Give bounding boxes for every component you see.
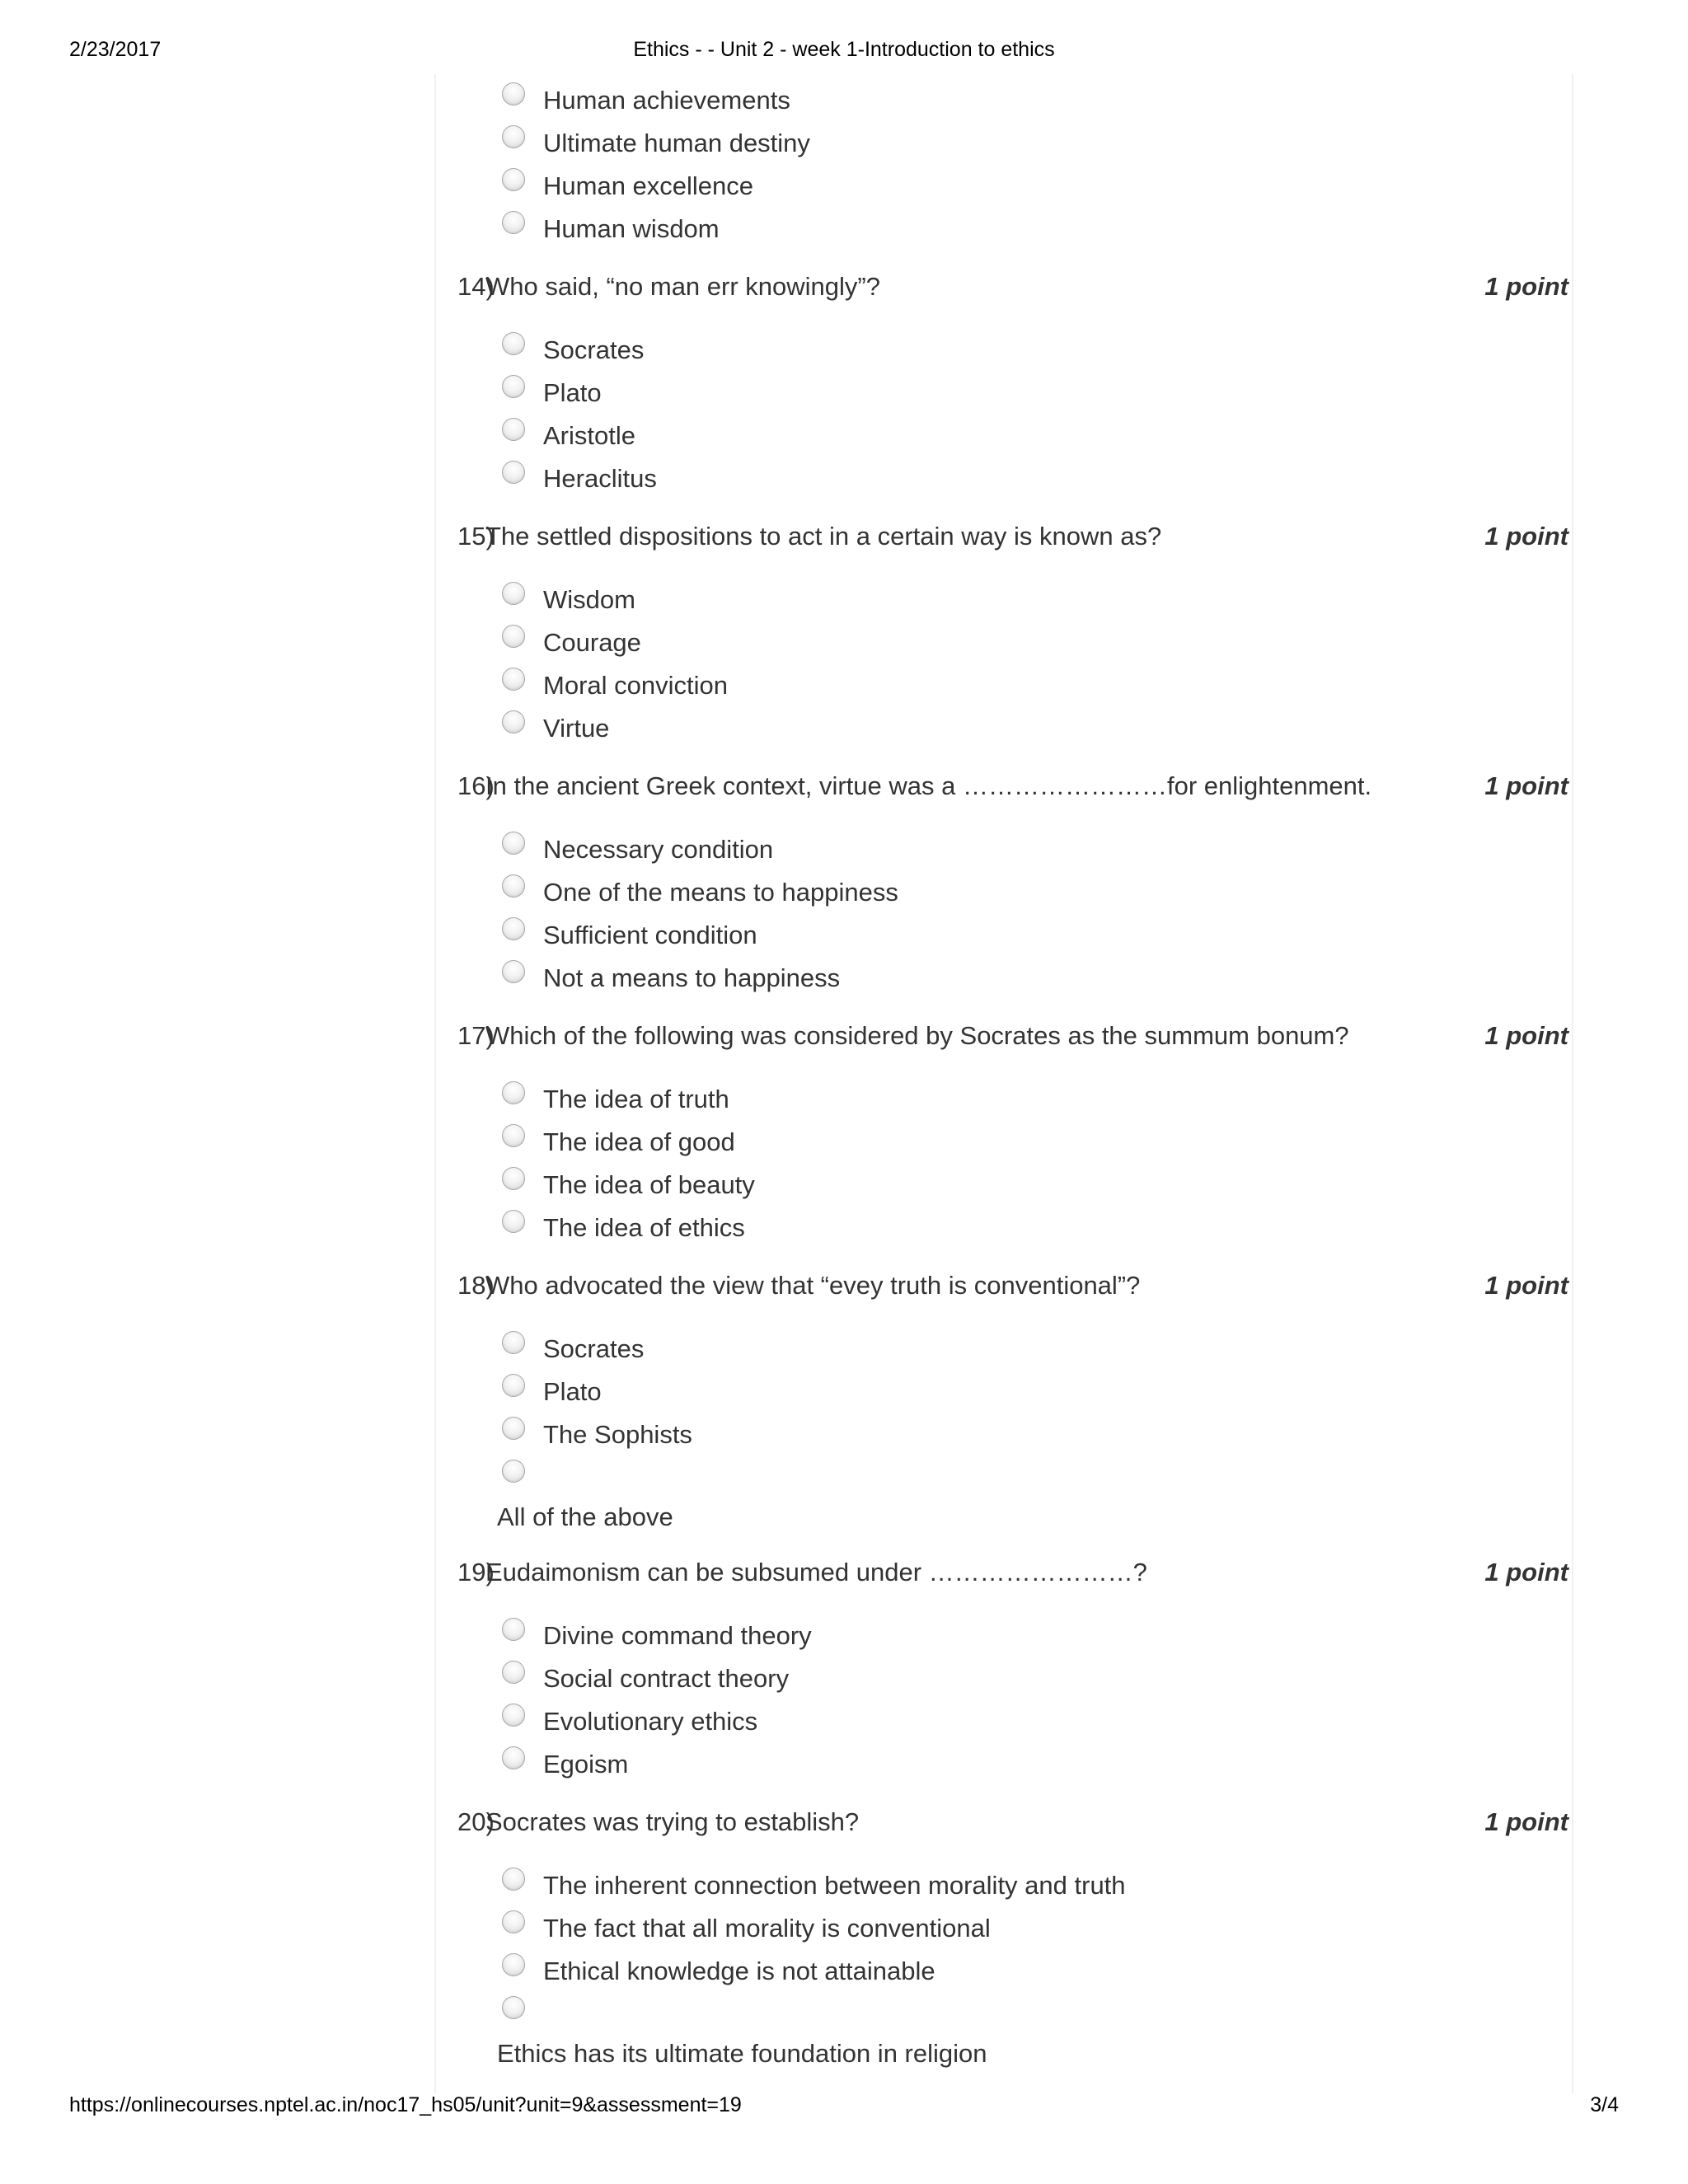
- radio-button[interactable]: [502, 82, 525, 105]
- option-label: Necessary condition: [543, 835, 774, 864]
- assessment-content: [434, 74, 1573, 2093]
- option-label: The idea of beauty: [543, 1170, 755, 1199]
- radio-button[interactable]: [502, 125, 525, 148]
- radio-button[interactable]: [502, 1210, 525, 1233]
- answer-option[interactable]: [502, 1746, 1491, 1786]
- radio-button[interactable]: [502, 1167, 525, 1190]
- answer-option[interactable]: [502, 960, 1491, 1000]
- question-header: [436, 1807, 1572, 1857]
- radio-button[interactable]: [502, 1910, 525, 1933]
- answer-option[interactable]: [502, 332, 1491, 372]
- print-footer: [0, 2093, 1688, 2126]
- option-label: Ethics has its ultimate foundation in religion: [497, 2039, 987, 2068]
- option-label: The Sophists: [543, 1420, 692, 1449]
- question-text: Socrates was trying to establish?: [485, 1807, 860, 1836]
- option-label: Human achievements: [543, 86, 790, 115]
- page-number: 3/4: [1590, 2093, 1619, 2116]
- question-header: [436, 771, 1572, 821]
- answer-option[interactable]: [502, 1417, 1491, 1456]
- question-17: [436, 1021, 1572, 1242]
- radio-button[interactable]: [502, 1746, 525, 1769]
- radio-button[interactable]: [502, 625, 525, 648]
- radio-button[interactable]: [502, 1868, 525, 1891]
- question-number: 16): [457, 771, 495, 800]
- option-label: The inherent connection between morality and truth: [543, 1871, 1126, 1900]
- question-header: [436, 1558, 1572, 1607]
- radio-button[interactable]: [502, 832, 525, 855]
- question-points: 1 point: [1484, 1271, 1568, 1300]
- option-label: Moral conviction: [543, 671, 728, 700]
- answer-option[interactable]: [502, 1374, 1491, 1413]
- option-label: Human excellence: [543, 171, 754, 200]
- option-label: Not a means to happiness: [543, 963, 841, 992]
- radio-button[interactable]: [502, 1374, 525, 1397]
- radio-button[interactable]: [502, 1331, 525, 1354]
- answer-option[interactable]: [502, 1868, 1491, 1907]
- question-header: [436, 272, 1572, 321]
- option-label: Ethical knowledge is not attainable: [543, 1957, 935, 1985]
- radio-button[interactable]: [502, 1124, 525, 1147]
- page-url: https://onlinecourses.nptel.ac.in/noc17_hs05/unit?unit=9&assessment=19: [69, 2093, 742, 2116]
- question-header: [436, 1271, 1572, 1320]
- option-label: Divine command theory: [543, 1621, 812, 1650]
- question-points: 1 point: [1484, 1021, 1568, 1050]
- question-text: Eudaimonism can be subsumed under ……………………?: [485, 1558, 1147, 1586]
- answer-option[interactable]: [502, 668, 1491, 707]
- answer-option[interactable]: [502, 1210, 1491, 1249]
- answer-option[interactable]: [502, 1167, 1491, 1207]
- question-points: 1 point: [1484, 771, 1568, 800]
- answer-option[interactable]: [502, 1618, 1491, 1657]
- option-label: Ultimate human destiny: [543, 129, 810, 157]
- radio-button[interactable]: [502, 1460, 525, 1483]
- answer-option[interactable]: [502, 710, 1491, 750]
- answer-option[interactable]: [502, 625, 1491, 664]
- option-label: One of the means to happiness: [543, 878, 898, 907]
- radio-button[interactable]: [502, 375, 525, 398]
- answer-option[interactable]: [502, 375, 1491, 415]
- answer-option[interactable]: [502, 1331, 1491, 1371]
- print-header: [0, 38, 1688, 71]
- option-label: Virtue: [543, 714, 610, 743]
- answer-option[interactable]: [502, 832, 1491, 871]
- answer-option[interactable]: [502, 1910, 1491, 1950]
- answer-option[interactable]: [502, 82, 1491, 122]
- option-label: The fact that all morality is conventional: [543, 1914, 991, 1943]
- question-text: Which of the following was considered by Socrates as the summum bonum?: [485, 1021, 1349, 1050]
- radio-button[interactable]: [502, 710, 525, 733]
- option-label: Socrates: [543, 1334, 645, 1363]
- question-header: [436, 522, 1572, 571]
- radio-button[interactable]: [502, 332, 525, 355]
- answer-option[interactable]: [502, 874, 1491, 914]
- question-text: Who said, “no man err knowingly”?: [485, 272, 880, 301]
- question-text: The settled dispositions to act in a certain way is known as?: [485, 522, 1162, 551]
- answer-option[interactable]: [502, 125, 1491, 165]
- radio-button[interactable]: [502, 1081, 525, 1104]
- answer-option[interactable]: [502, 418, 1491, 457]
- question-14: [436, 272, 1572, 493]
- answer-option[interactable]: [502, 582, 1491, 621]
- option-label: Plato: [543, 1377, 602, 1406]
- option-label: The idea of truth: [543, 1085, 729, 1113]
- radio-button[interactable]: [502, 168, 525, 191]
- radio-button[interactable]: [502, 1704, 525, 1727]
- answer-option[interactable]: [502, 1661, 1491, 1700]
- question-text: In the ancient Greek context, virtue was a ……………………for enlightenment.: [485, 771, 1372, 800]
- question-points: 1 point: [1484, 522, 1568, 551]
- option-label: Human wisdom: [543, 214, 720, 243]
- answer-option[interactable]: [502, 168, 1491, 208]
- radio-button[interactable]: [502, 211, 525, 234]
- option-label: Plato: [543, 378, 602, 407]
- question-points: 1 point: [1484, 272, 1568, 301]
- question-header: [436, 1021, 1572, 1071]
- answer-option[interactable]: [502, 1081, 1491, 1121]
- question-number: 17): [457, 1021, 495, 1050]
- radio-button[interactable]: [502, 668, 525, 691]
- option-label: Social contract theory: [543, 1664, 790, 1693]
- answer-option[interactable]: [502, 1704, 1491, 1743]
- option-label: Heraclitus: [543, 464, 657, 493]
- question-number: 15): [457, 522, 495, 551]
- option-label: Courage: [543, 628, 641, 657]
- radio-button[interactable]: [502, 582, 525, 605]
- question-15: [436, 522, 1572, 743]
- question-number: 14): [457, 272, 495, 301]
- question-20: [436, 1807, 1572, 2068]
- answer-option[interactable]: [502, 917, 1491, 957]
- print-date: 2/23/2017: [69, 38, 162, 61]
- answer-option[interactable]: [502, 1124, 1491, 1164]
- radio-button[interactable]: [502, 461, 525, 484]
- question-number: 20): [457, 1807, 495, 1836]
- question-18: [436, 1271, 1572, 1531]
- radio-button[interactable]: [502, 1953, 525, 1976]
- radio-button[interactable]: [502, 1996, 525, 2019]
- option-label: Egoism: [543, 1750, 629, 1779]
- question-text: Who advocated the view that “evey truth is conventional”?: [485, 1271, 1141, 1300]
- radio-button[interactable]: [502, 1417, 525, 1440]
- option-label: Aristotle: [543, 421, 635, 450]
- question-points: 1 point: [1484, 1807, 1568, 1836]
- option-label: Wisdom: [543, 585, 635, 614]
- answer-option[interactable]: [502, 211, 1491, 251]
- answer-option[interactable]: [502, 1953, 1491, 1993]
- option-label: The idea of good: [543, 1127, 735, 1156]
- print-title: Ethics - - Unit 2 - week 1-Introduction to ethics: [633, 38, 1055, 61]
- option-label: Sufficient condition: [543, 921, 757, 949]
- radio-button[interactable]: [502, 418, 525, 441]
- question-number: 19): [457, 1558, 495, 1586]
- option-label: Socrates: [543, 335, 645, 364]
- answer-option[interactable]: [497, 1460, 1491, 1542]
- radio-button[interactable]: [502, 917, 525, 940]
- radio-button[interactable]: [502, 1618, 525, 1641]
- option-label: The idea of ethics: [543, 1213, 745, 1242]
- answer-option[interactable]: [502, 461, 1491, 500]
- question-19: [436, 1558, 1572, 1779]
- question-points: 1 point: [1484, 1558, 1568, 1586]
- question-16: [436, 771, 1572, 992]
- option-label: Evolutionary ethics: [543, 1707, 758, 1736]
- radio-button[interactable]: [502, 874, 525, 898]
- option-label: All of the above: [497, 1502, 673, 1531]
- question-number: 18): [457, 1271, 495, 1300]
- answer-option[interactable]: [497, 1996, 1491, 2079]
- radio-button[interactable]: [502, 960, 525, 983]
- radio-button[interactable]: [502, 1661, 525, 1684]
